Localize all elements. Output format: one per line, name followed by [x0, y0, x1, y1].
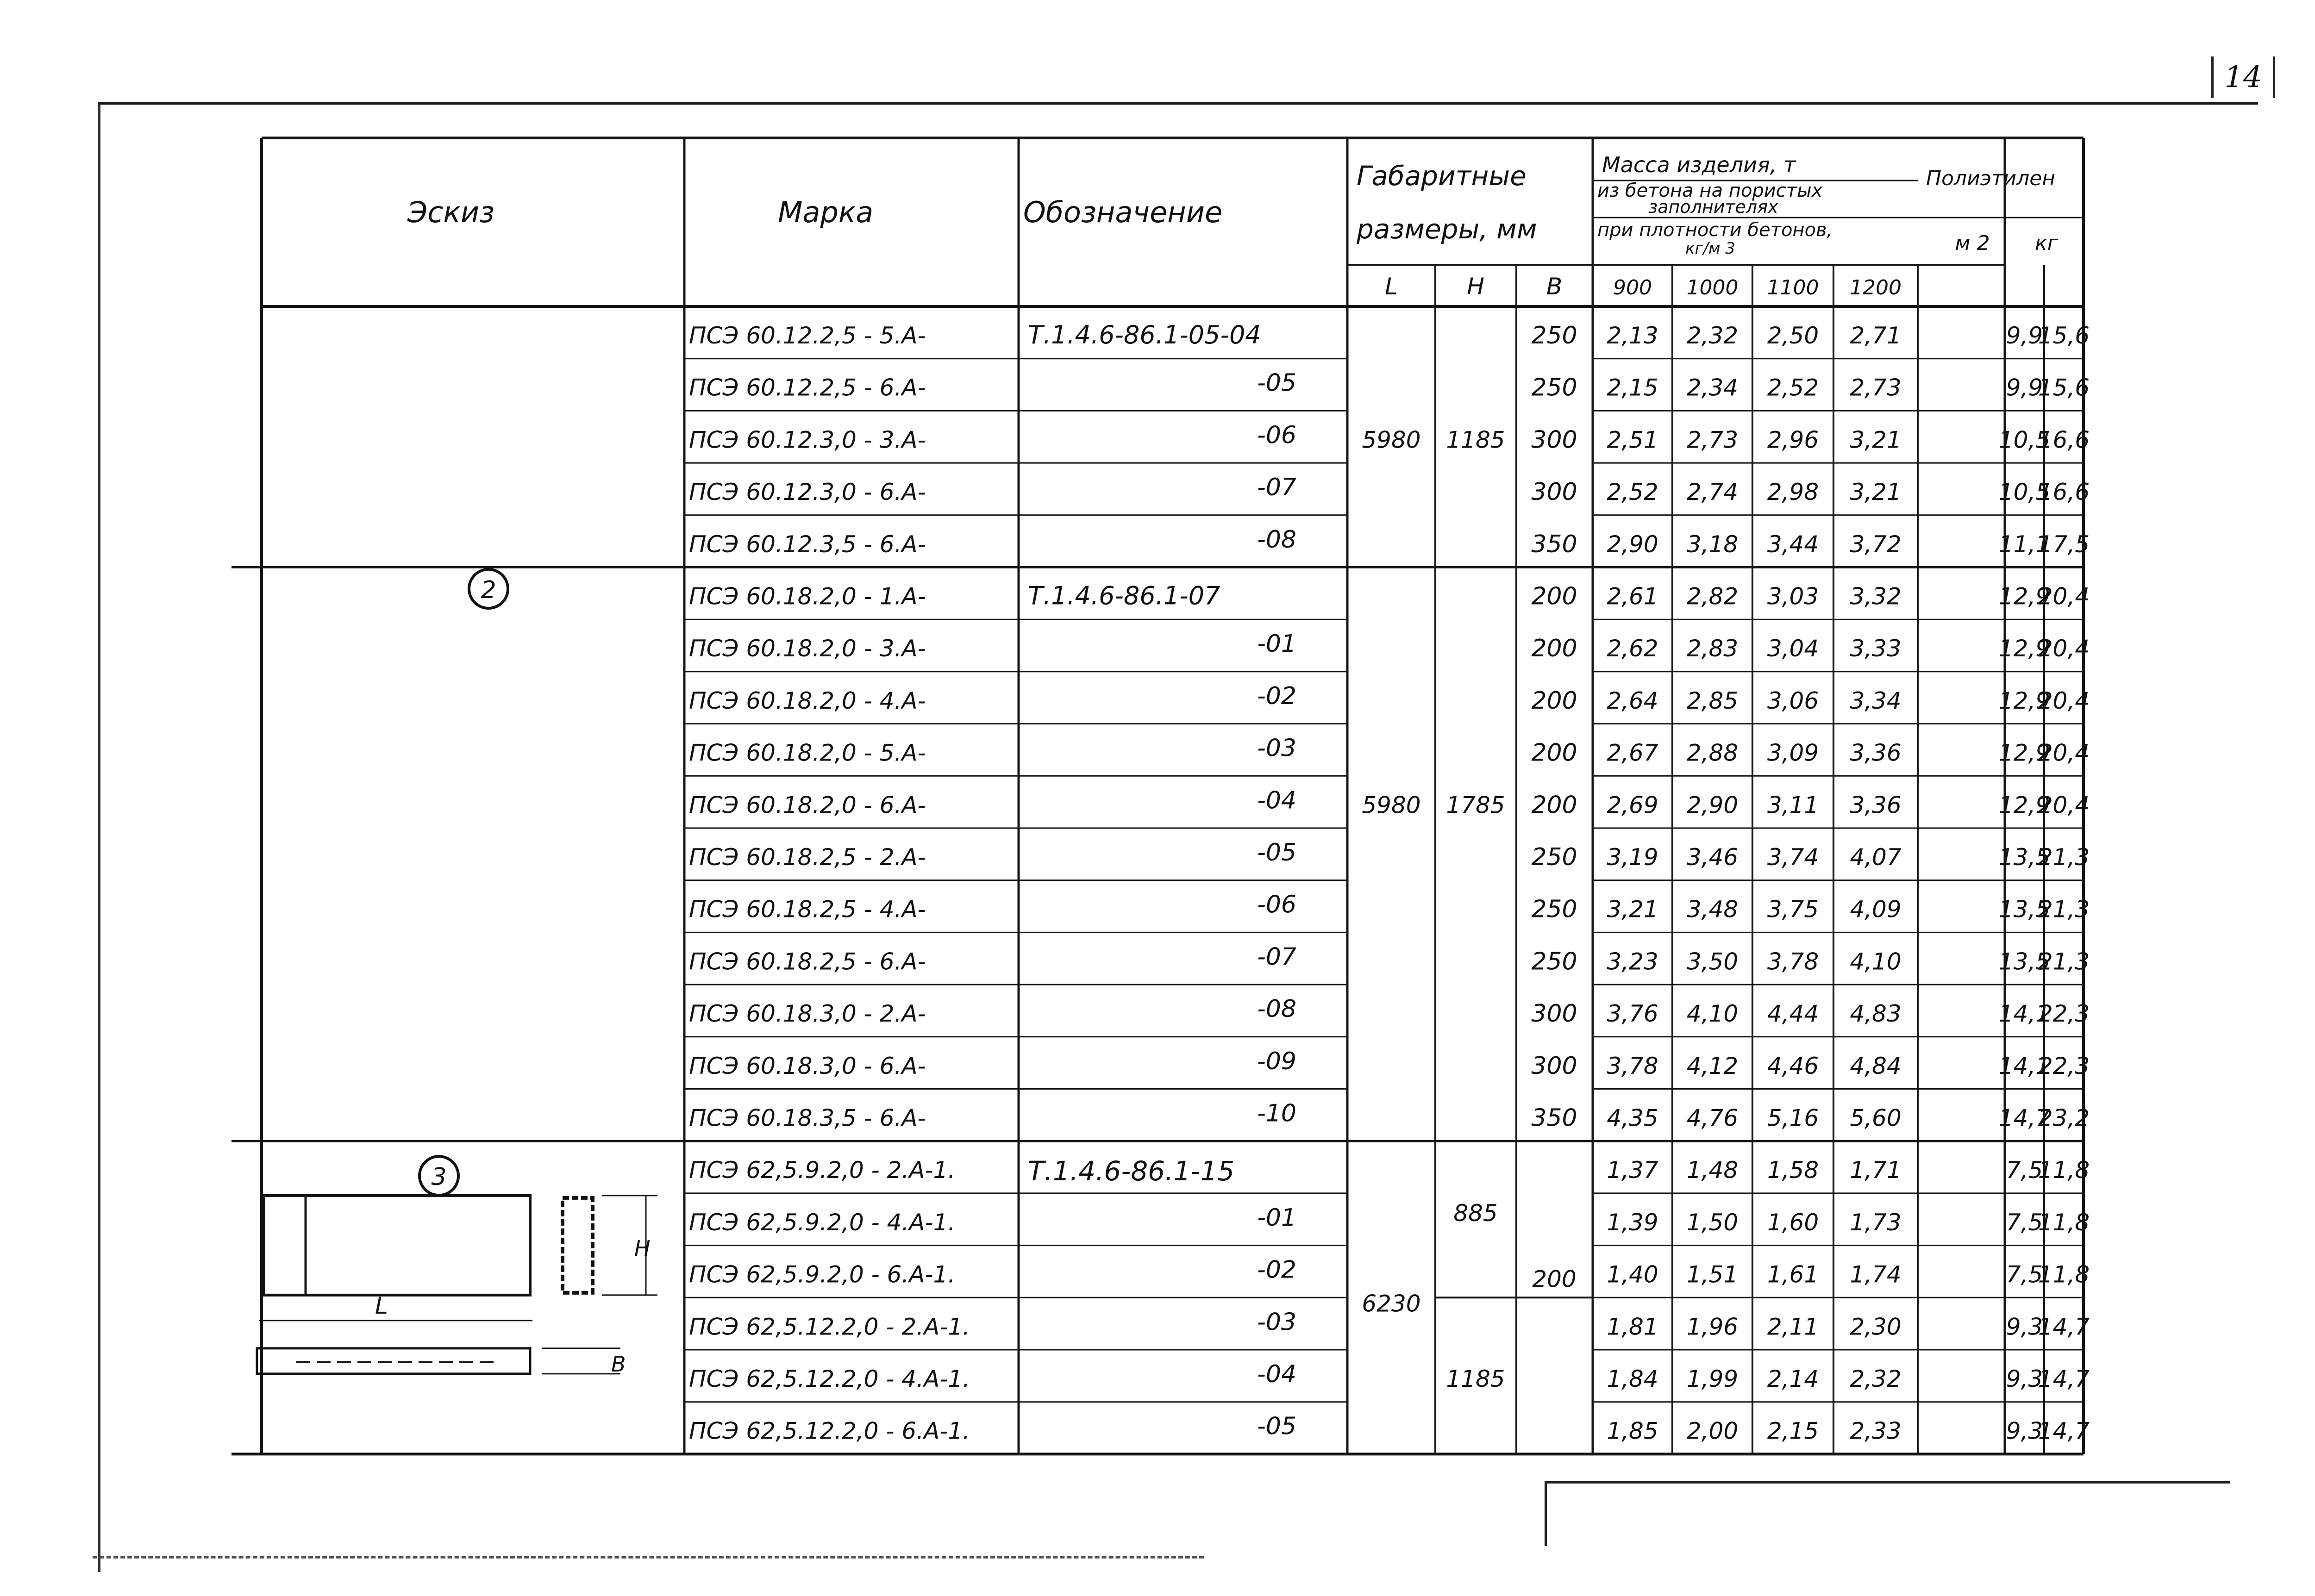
row-b: 200 — [1531, 686, 1577, 715]
row-mass-2: 2,34 — [1686, 374, 1739, 401]
row-mass-4: 3,21 — [1850, 479, 1902, 506]
row-mark: ПСЭ 60.18.2,5 - 2.А- — [689, 844, 926, 871]
row-mass-4: 2,30 — [1850, 1313, 1902, 1340]
page-number: 14 — [2211, 56, 2275, 98]
row-poly-kg: 16,6 — [2038, 479, 2090, 506]
row-mass-3: 2,11 — [1767, 1313, 1819, 1340]
row-poly-kg: 21,3 — [2038, 896, 2090, 923]
group2-L: 5980 — [1362, 792, 1421, 819]
row-poly-m2: 9,9 — [2006, 374, 2043, 401]
row-b: 200 — [1531, 739, 1577, 767]
row-poly-m2: 12,9 — [1998, 583, 2051, 610]
row-mass-3: 3,74 — [1767, 844, 1819, 871]
row-poly-m2: 13,5 — [1998, 844, 2051, 871]
mass-sub2-line2: кг/м 3 — [1685, 239, 1735, 258]
row-mass-4: 2,33 — [1850, 1417, 1902, 1445]
group3-L: 6230 — [1362, 1290, 1421, 1317]
row-b: 250 — [1531, 843, 1577, 871]
row-mass-1: 1,85 — [1607, 1417, 1658, 1445]
row-b: 300 — [1531, 1000, 1577, 1028]
row-mark: ПСЭ 60.12.3,0 - 3.А- — [689, 426, 926, 454]
row-designation-suffix: -04 — [1257, 786, 1296, 815]
mark-header: Марка — [778, 195, 874, 229]
density-header-1100: 1100 — [1767, 276, 1819, 299]
designation-group-1: Т.1.4.6-86.1-05-04 — [1028, 320, 1261, 349]
row-mass-3: 3,44 — [1767, 530, 1819, 558]
row-mass-2: 1,50 — [1686, 1209, 1739, 1236]
row-mass-3: 1,58 — [1767, 1157, 1819, 1184]
row-b: 250 — [1531, 895, 1577, 923]
row-poly-m2: 13,5 — [1998, 896, 2051, 923]
row-designation-suffix: -03 — [1257, 1308, 1296, 1336]
row-poly-kg: 21,3 — [2038, 948, 2090, 975]
row-mark: ПСЭ 60.12.2,5 - 6.А- — [689, 374, 926, 401]
row-poly-m2: 9,3 — [2006, 1313, 2043, 1340]
row-mass-1: 2,61 — [1607, 583, 1658, 610]
row-mass-3: 1,60 — [1767, 1209, 1819, 1236]
row-poly-m2: 7,5 — [2006, 1157, 2043, 1184]
row-mass-1: 1,84 — [1607, 1365, 1658, 1392]
row-designation-suffix: -02 — [1257, 1256, 1296, 1284]
row-mass-3: 3,03 — [1767, 583, 1819, 610]
row-mass-1: 2,67 — [1607, 739, 1658, 767]
row-mass-1: 3,76 — [1607, 1000, 1658, 1028]
row-poly-m2: 12,9 — [1998, 635, 2051, 662]
mass-header: Масса изделия, т — [1602, 152, 1796, 177]
panel-section — [563, 1198, 593, 1293]
row-designation-suffix: -01 — [1257, 630, 1296, 658]
panel-plan — [257, 1348, 530, 1374]
group1-H: 1185 — [1446, 426, 1505, 454]
dim-b-header: B — [1546, 273, 1563, 300]
density-header-1000: 1000 — [1686, 276, 1739, 299]
row-mass-4: 3,33 — [1850, 635, 1902, 662]
row-designation-suffix: -03 — [1257, 734, 1296, 762]
row-designation-suffix: -06 — [1257, 891, 1296, 919]
row-mass-1: 1,81 — [1607, 1313, 1658, 1340]
dim-l-header: L — [1385, 273, 1398, 300]
row-poly-kg: 23,2 — [2038, 1104, 2090, 1132]
row-mass-1: 2,69 — [1607, 792, 1658, 819]
row-poly-m2: 10,5 — [1998, 426, 2051, 454]
poly-header: Полиэтилен — [1926, 167, 2056, 190]
row-b: 250 — [1531, 948, 1577, 976]
row-poly-kg: 15,6 — [2038, 374, 2090, 401]
row-mass-1: 2,15 — [1607, 374, 1658, 401]
row-designation-suffix: -05 — [1257, 839, 1296, 867]
row-b: 200 — [1531, 635, 1577, 663]
row-poly-kg: 20,4 — [2038, 687, 2090, 714]
row-mass-4: 4,10 — [1850, 948, 1902, 975]
row-mass-1: 2,90 — [1607, 530, 1658, 558]
sketch-header: Эскиз — [407, 195, 495, 229]
row-mass-1: 2,62 — [1607, 635, 1658, 662]
row-mass-2: 4,12 — [1686, 1052, 1739, 1079]
row-poly-kg: 11,8 — [2038, 1157, 2090, 1184]
row-mass-1: 2,13 — [1607, 322, 1658, 349]
sketch-label-H: H — [634, 1235, 651, 1261]
row-mass-3: 3,75 — [1767, 896, 1819, 923]
row-poly-m2: 7,5 — [2006, 1209, 2043, 1236]
row-poly-kg: 14,7 — [2038, 1417, 2090, 1445]
row-mark: ПСЭ 62,5.12.2,0 - 6.А-1. — [689, 1417, 970, 1445]
row-designation-suffix: -05 — [1257, 1412, 1296, 1440]
row-mass-2: 4,10 — [1686, 1000, 1739, 1028]
row-mass-3: 4,44 — [1767, 1000, 1819, 1028]
row-designation-suffix: -09 — [1257, 1047, 1296, 1075]
row-b: 200 — [1531, 791, 1577, 819]
row-designation-suffix: -02 — [1257, 682, 1296, 710]
row-mass-2: 2,73 — [1686, 426, 1739, 454]
row-mass-3: 2,15 — [1767, 1417, 1819, 1445]
group3-B: 200 — [1532, 1266, 1577, 1293]
group3-H2: 1185 — [1446, 1365, 1505, 1392]
row-mass-2: 2,85 — [1686, 687, 1739, 714]
row-b: 250 — [1531, 322, 1577, 349]
row-mark: ПСЭ 60.18.2,0 - 6.А- — [689, 792, 926, 819]
mass-sub2-line1: при плотности бетонов, — [1597, 219, 1833, 241]
row-mass-3: 5,16 — [1767, 1104, 1819, 1132]
row-b: 300 — [1531, 1052, 1577, 1080]
row-mass-4: 2,71 — [1850, 322, 1902, 349]
row-mark: ПСЭ 60.12.2,5 - 5.А- — [689, 322, 926, 349]
row-poly-kg: 20,4 — [2038, 792, 2090, 819]
row-designation-suffix: -07 — [1257, 474, 1296, 502]
row-mark: ПСЭ 62,5.12.2,0 - 4.А-1. — [689, 1365, 970, 1392]
row-mark: ПСЭ 62,5.9.2,0 - 2.А-1. — [689, 1157, 956, 1184]
row-mass-4: 3,32 — [1850, 583, 1902, 610]
row-poly-kg: 17,5 — [2038, 530, 2090, 558]
row-mass-4: 2,73 — [1850, 374, 1902, 401]
row-mass-4: 4,84 — [1850, 1052, 1902, 1079]
row-mass-2: 3,18 — [1686, 530, 1739, 558]
row-poly-m2: 9,9 — [2006, 322, 2043, 349]
row-mark: ПСЭ 60.18.2,0 - 3.А- — [689, 635, 926, 662]
row-mass-3: 2,50 — [1767, 322, 1819, 349]
row-mark: ПСЭ 60.12.3,5 - 6.А- — [689, 530, 926, 558]
row-poly-kg: 15,6 — [2038, 322, 2090, 349]
row-poly-m2: 14,1 — [1998, 1052, 2051, 1079]
row-poly-m2: 12,9 — [1998, 687, 2051, 714]
row-designation-suffix: -07 — [1257, 943, 1296, 971]
row-designation-suffix: -04 — [1257, 1360, 1296, 1388]
title-block-top-line — [1545, 1481, 2230, 1484]
row-mass-2: 2,90 — [1686, 792, 1739, 819]
row-mass-1: 1,40 — [1607, 1261, 1658, 1288]
row-mass-3: 4,46 — [1767, 1052, 1819, 1079]
row-mass-3: 2,14 — [1767, 1365, 1819, 1392]
group-3-number: 3 — [431, 1163, 447, 1191]
poly-kg-header: кг — [2035, 231, 2058, 255]
row-poly-m2: 14,7 — [1998, 1104, 2051, 1132]
row-poly-m2: 11,1 — [1998, 530, 2051, 558]
row-designation-suffix: -10 — [1257, 1099, 1296, 1128]
row-mass-3: 1,61 — [1767, 1261, 1819, 1288]
row-poly-m2: 14,1 — [1998, 1000, 2051, 1028]
row-mass-1: 1,37 — [1607, 1157, 1658, 1184]
row-mass-2: 1,51 — [1686, 1261, 1739, 1288]
row-mass-2: 1,48 — [1686, 1157, 1739, 1184]
row-poly-kg: 20,4 — [2038, 635, 2090, 662]
row-mass-3: 3,09 — [1767, 739, 1819, 767]
row-mass-4: 1,74 — [1850, 1261, 1902, 1288]
row-mass-1: 3,19 — [1607, 844, 1658, 871]
row-mass-2: 2,00 — [1686, 1417, 1739, 1445]
row-mark: ПСЭ 60.18.2,0 - 1.А- — [689, 583, 926, 610]
row-b: 250 — [1531, 374, 1577, 402]
row-poly-kg: 22,3 — [2038, 1000, 2090, 1028]
row-mass-1: 3,21 — [1607, 896, 1658, 923]
row-mass-4: 3,34 — [1850, 687, 1902, 714]
row-mass-1: 3,78 — [1607, 1052, 1658, 1079]
row-b: 300 — [1531, 478, 1577, 506]
designation-group-3: Т.1.4.6-86.1-15 — [1028, 1155, 1235, 1187]
row-poly-m2: 12,9 — [1998, 792, 2051, 819]
row-mass-4: 4,07 — [1850, 844, 1902, 871]
row-b: 350 — [1531, 530, 1577, 558]
row-designation-suffix: -08 — [1257, 525, 1296, 554]
poly-m2-header: м 2 — [1955, 231, 1990, 255]
row-mark: ПСЭ 60.18.3,0 - 6.А- — [689, 1052, 926, 1079]
row-mass-2: 1,99 — [1686, 1365, 1739, 1392]
row-mass-4: 3,36 — [1850, 792, 1902, 819]
row-poly-kg: 21,3 — [2038, 844, 2090, 871]
row-mass-4: 4,83 — [1850, 1000, 1902, 1028]
dim-h-header: H — [1467, 273, 1484, 300]
row-mass-4: 3,36 — [1850, 739, 1902, 767]
row-mass-2: 2,32 — [1686, 322, 1739, 349]
row-mass-3: 2,98 — [1767, 479, 1819, 506]
row-mass-2: 4,76 — [1686, 1104, 1739, 1132]
designation-group-2: Т.1.4.6-86.1-07 — [1028, 581, 1220, 611]
row-mass-2: 2,82 — [1686, 583, 1739, 610]
row-mark: ПСЭ 60.18.2,0 - 5.А- — [689, 739, 926, 767]
row-poly-m2: 12,9 — [1998, 739, 2051, 767]
density-header-900: 900 — [1613, 276, 1652, 299]
row-mass-3: 2,96 — [1767, 426, 1819, 454]
title-block-left-line — [1545, 1481, 1547, 1546]
row-mass-2: 1,96 — [1686, 1313, 1739, 1340]
row-mass-4: 4,09 — [1850, 896, 1902, 923]
row-mass-1: 4,35 — [1607, 1104, 1658, 1132]
dims-header-line1: Габаритные — [1357, 160, 1527, 192]
row-mass-2: 2,88 — [1686, 739, 1739, 767]
row-mass-3: 2,52 — [1767, 374, 1819, 401]
row-mass-4: 5,60 — [1850, 1104, 1902, 1132]
row-mass-1: 3,23 — [1607, 948, 1658, 975]
row-mass-2: 3,46 — [1686, 844, 1739, 871]
row-mark: ПСЭ 60.18.2,5 - 6.А- — [689, 948, 926, 975]
bottom-dashed-line — [93, 1556, 1204, 1559]
row-poly-kg: 11,8 — [2038, 1209, 2090, 1236]
row-b: 200 — [1531, 582, 1577, 611]
row-poly-kg: 22,3 — [2038, 1052, 2090, 1079]
row-mass-2: 3,48 — [1686, 896, 1739, 923]
row-mass-1: 2,52 — [1607, 479, 1658, 506]
row-mass-3: 3,04 — [1767, 635, 1819, 662]
group2-H: 1785 — [1446, 792, 1505, 819]
row-poly-kg: 16,6 — [2038, 426, 2090, 454]
row-poly-kg: 20,4 — [2038, 583, 2090, 610]
row-designation-suffix: -08 — [1257, 995, 1296, 1023]
row-mark: ПСЭ 62,5.12.2,0 - 2.А-1. — [689, 1313, 970, 1340]
row-mass-3: 3,11 — [1767, 792, 1819, 819]
mass-sub1-line1: из бетона на пористых — [1597, 180, 1823, 201]
row-designation-suffix: -06 — [1257, 421, 1296, 449]
row-poly-m2: 7,5 — [2006, 1261, 2043, 1288]
row-mark: ПСЭ 60.12.3,0 - 6.А- — [689, 479, 926, 506]
designation-header: Обозначение — [1023, 195, 1223, 229]
row-mass-4: 1,71 — [1850, 1157, 1902, 1184]
mass-sub1-line2: заполнителях — [1648, 197, 1778, 217]
row-mass-1: 1,39 — [1607, 1209, 1658, 1236]
row-mass-4: 3,21 — [1850, 426, 1902, 454]
row-poly-kg: 20,4 — [2038, 739, 2090, 767]
row-mass-4: 2,32 — [1850, 1365, 1902, 1392]
row-poly-kg: 11,8 — [2038, 1261, 2090, 1288]
row-mark: ПСЭ 62,5.9.2,0 - 4.А-1. — [689, 1209, 956, 1236]
row-poly-m2: 10,5 — [1998, 479, 2051, 506]
row-poly-kg: 14,7 — [2038, 1365, 2090, 1392]
group-2-number: 2 — [481, 576, 496, 604]
row-b: 350 — [1531, 1104, 1577, 1132]
row-mark: ПСЭ 60.18.2,0 - 4.А- — [689, 687, 926, 714]
row-poly-m2: 9,3 — [2006, 1417, 2043, 1445]
dims-header-line2: размеры, мм — [1357, 213, 1537, 245]
group3-H1: 885 — [1453, 1199, 1498, 1227]
row-designation-suffix: -01 — [1257, 1203, 1296, 1232]
row-mass-3: 3,78 — [1767, 948, 1819, 975]
row-mass-2: 2,74 — [1686, 479, 1739, 506]
sketch-label-B: B — [611, 1351, 626, 1377]
row-b: 300 — [1531, 426, 1577, 454]
row-designation-suffix: -05 — [1257, 369, 1296, 397]
row-poly-m2: 9,3 — [2006, 1365, 2043, 1392]
row-mark: ПСЭ 60.18.3,0 - 2.А- — [689, 1000, 926, 1028]
row-mark: ПСЭ 60.18.2,5 - 4.А- — [689, 896, 926, 923]
panel-elevation — [264, 1196, 530, 1295]
row-mass-1: 2,64 — [1607, 687, 1658, 714]
row-mark: ПСЭ 62,5.9.2,0 - 6.А-1. — [689, 1261, 956, 1288]
sketch-label-L: L — [375, 1292, 388, 1319]
row-mass-4: 1,73 — [1850, 1209, 1902, 1236]
density-header-1200: 1200 — [1850, 276, 1902, 299]
row-mass-2: 2,83 — [1686, 635, 1739, 662]
row-mass-2: 3,50 — [1686, 948, 1739, 975]
row-poly-m2: 13,5 — [1998, 948, 2051, 975]
row-poly-kg: 14,7 — [2038, 1313, 2090, 1340]
group1-L: 5980 — [1362, 426, 1421, 454]
row-mass-4: 3,72 — [1850, 530, 1902, 558]
row-mass-1: 2,51 — [1607, 426, 1658, 454]
row-mass-3: 3,06 — [1767, 687, 1819, 714]
row-mark: ПСЭ 60.18.3,5 - 6.А- — [689, 1104, 926, 1132]
